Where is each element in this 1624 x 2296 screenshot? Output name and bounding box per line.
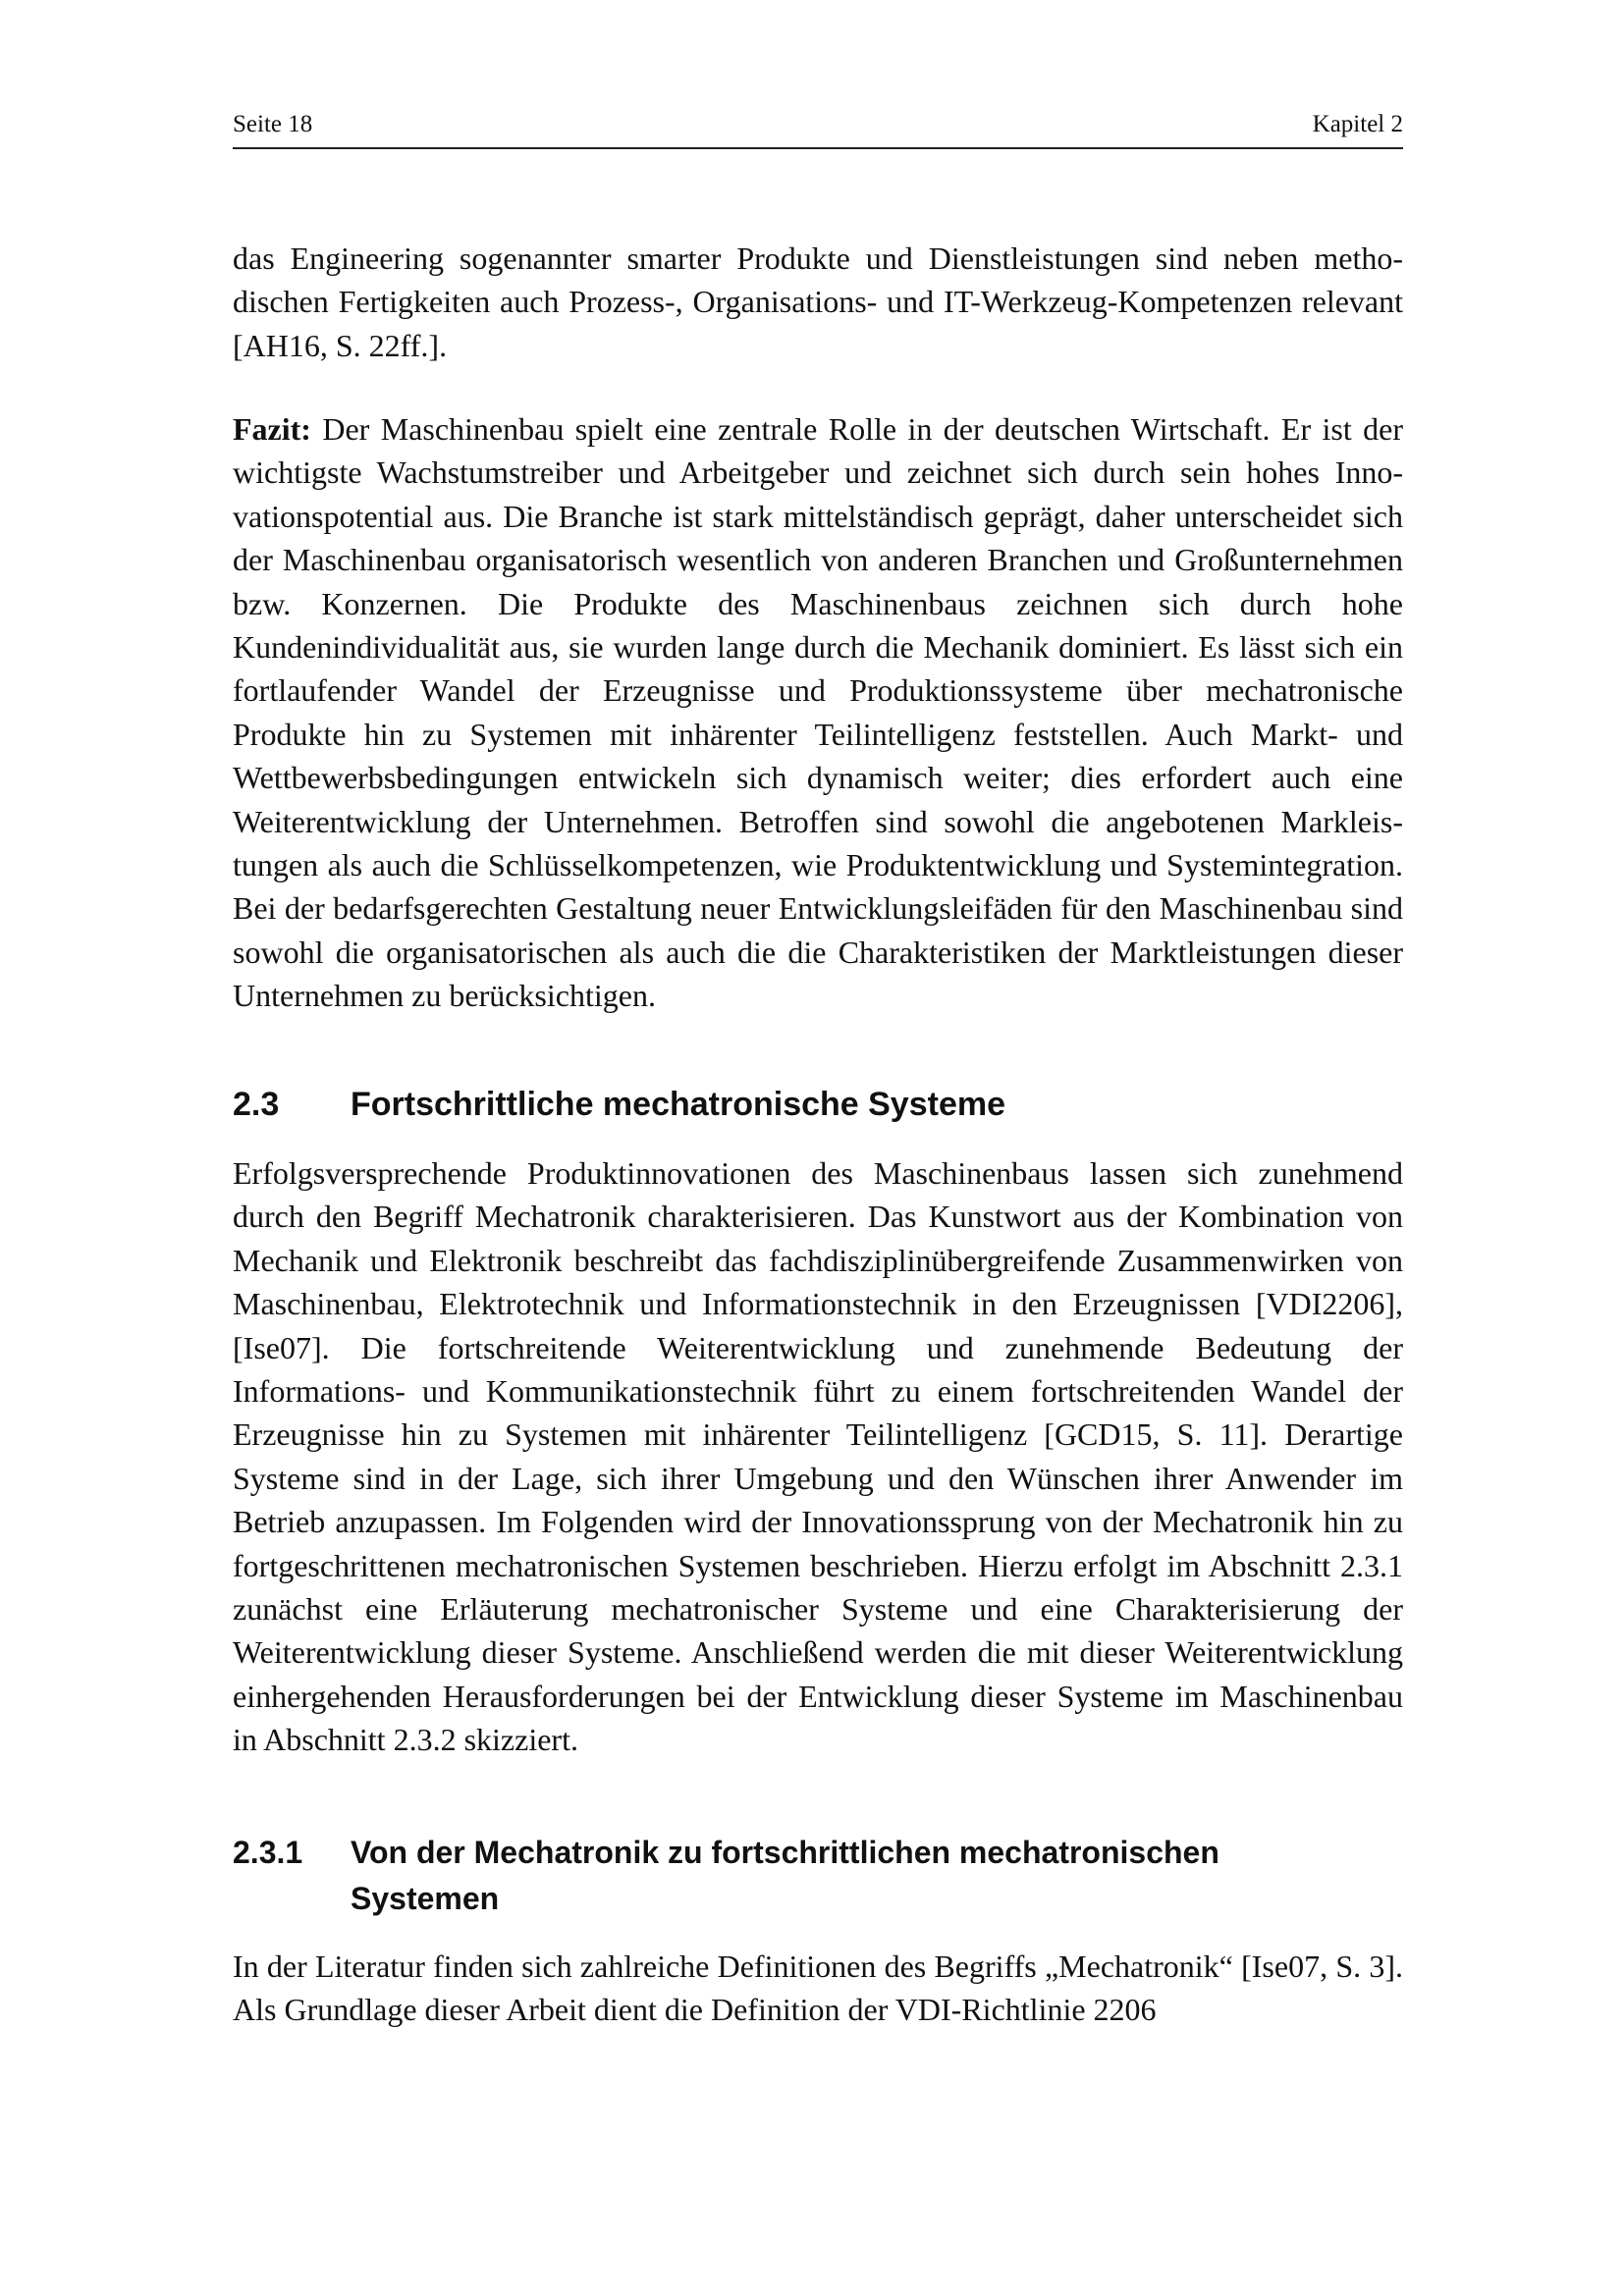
- paragraph-fazit: [233, 407, 1403, 1018]
- section-heading-2-3: [233, 1084, 1403, 1125]
- paragraph-section-2-3: Erfolgsversprechende Produktinnovationen des Maschinenbaus lassen sich zunehmend durch den Begriff Mechatronik charakterisieren. Das Kunstwort aus der Kombination von Mechanik und Elektronik beschreibt das fachdisziplinübergreifende Zusammenwirken von Maschinenbau, Elektrotechnik und Informationstechnik in den Erzeugnissen [VDI2206], [Ise07]. Die fortschreitende Weiterentwicklung und zunehmende Bedeutung der Informations- und Kommunikationstechnik führt zu einem fortschreitenden Wandel der Erzeugnisse hin zu Systemen mit inhärenter Teilintelligenz [GCD15, S. 11]. Derartige Systeme sind in der Lage, sich ihrer Umgebung und den Wünschen ihrer Anwender im Betrieb anzupassen. Im Folgenden wird der Innovationssprung von der Mechatronik hin zu fortgeschrittenen mechatronischen Systemen beschrieben. Hierzu erfolgt im Abschnitt 2.3.1 zunächst eine Erläuterung mechatronischer Systeme und eine Charakterisierung der Weiterentwicklung dieser Systeme. Anschließend werden die mit dieser Weiterentwicklung einhergehenden Herausforderungen bei der Entwicklung dieser Systeme im Maschinenbau in Abschnitt 2.3.2 skizziert.: [233, 1155, 1403, 1758]
- section-title: Fortschrittliche mechatronische Systeme: [351, 1086, 1006, 1123]
- page-number: Seite 18: [233, 111, 313, 137]
- paragraph-intro: das Engineering sogenannter smarter Produkte und Dienstleistungen sind neben methodischen Fertigkeiten auch Prozess-, Organisations- und IT-Werkzeug-Kompetenzen relevant [AH16, S. 22ff.].: [233, 240, 1403, 363]
- subsection-number: 2.3.1: [233, 1835, 303, 1870]
- paragraph-section-2-3-1: In der Literatur finden sich zahlreiche Definitionen des Begriffs „Mechatronik“ [Ise07, S. 3]. Als Grundlage dieser Arbeit dient die Definition der VDI-Richtlinie 2206: [233, 1949, 1403, 2028]
- section-number: 2.3: [233, 1086, 280, 1123]
- header-rule: [233, 147, 1403, 149]
- subsection-title: Von der Mechatronik zu fortschrittlichen mechatronischen Systemen: [351, 1835, 1219, 1916]
- subsection-heading-2-3-1: [233, 1830, 1403, 1922]
- fazit-body: Der Maschinenbau spielt eine zentrale Rolle in der deutschen Wirtschaft. Er ist der wichtigste Wachstumstreiber und Arbeitgeber und zeichnet sich durch sein hohes Innovationspotential aus. Die Branche ist stark mittelständisch geprägt, daher unterscheidet sich der Maschinenbau organisatorisch wesentlich von anderen Branchen und Großunternehmen bzw. Konzernen. Die Produkte des Maschinenbaus zeichnen sich durch hohe Kundenindividualität aus, sie wurden lange durch die Mechanik dominiert. Es lässt sich ein fortlaufender Wandel der Erzeugnisse und Produktionssysteme über mechatronische Produkte hin zu Systemen mit inhärenter Teilintelligenz feststellen. Auch Markt- und Wettbewerbsbedingungen entwickeln sich dynamisch weiter; dies erfordert auch eine Weiterentwicklung der Unternehmen. Betroffen sind sowohl die angebotenen Markleistungen als auch die Schlüsselkompetenzen, wie Produktentwicklung und Systemintegration. Bei der bedarfsgerechten Gestaltung neuer Entwicklungsleifäden für den Maschinenbau sind sowohl die organisatorischen als auch die die Charakteristiken der Marktleistungen dieser Unternehmen zu berücksichtigen.: [233, 411, 1403, 1014]
- chapter-label: Kapitel 2: [1312, 111, 1403, 137]
- fazit-lead: Fazit:: [233, 411, 311, 447]
- running-header: [233, 110, 1403, 139]
